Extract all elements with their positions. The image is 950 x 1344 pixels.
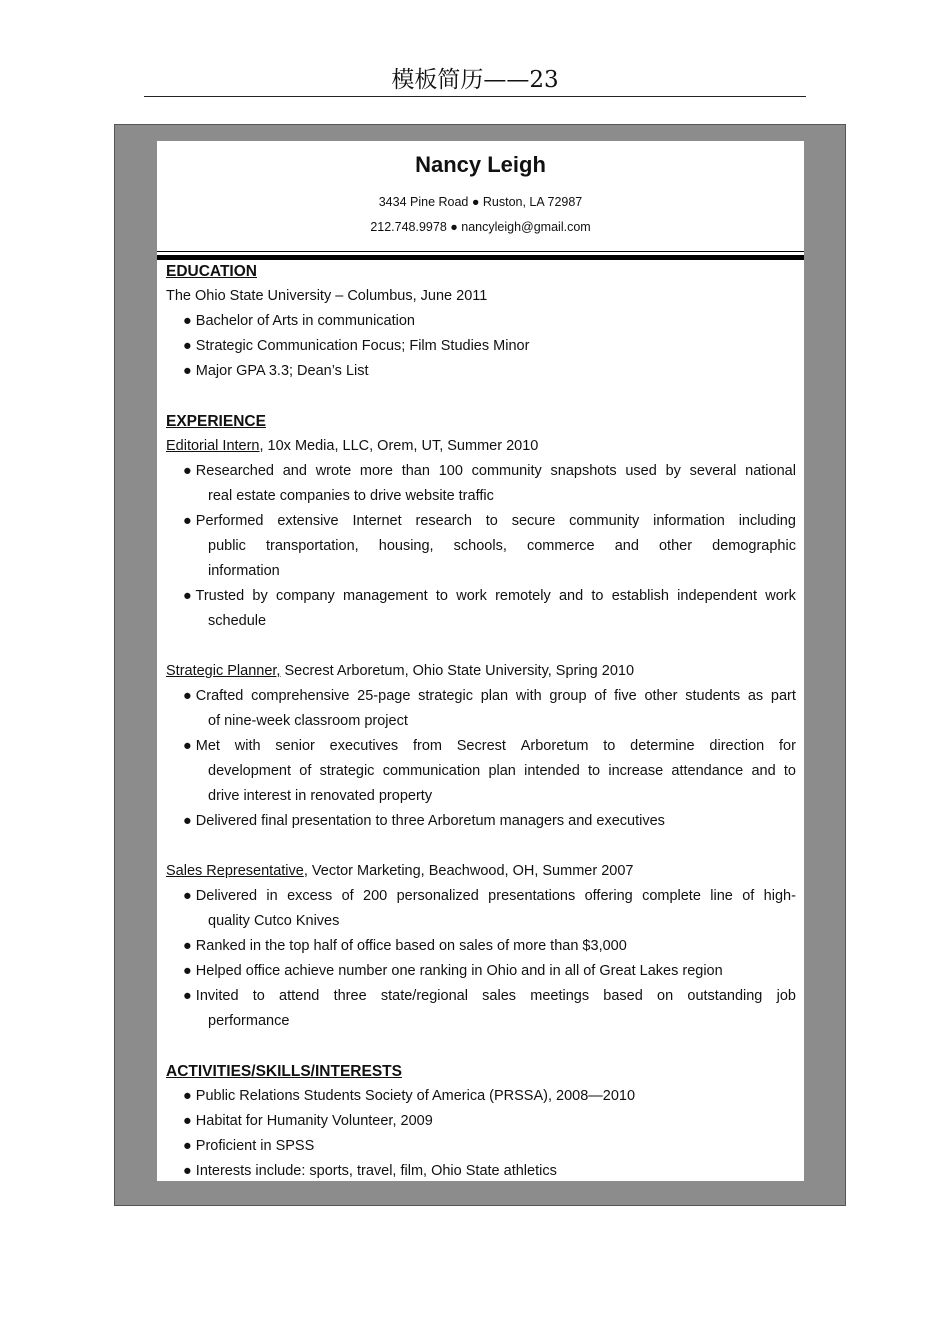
word: increase: [608, 763, 664, 779]
job-title-line: [166, 659, 796, 684]
word: for: [779, 738, 796, 754]
word: independent: [677, 588, 757, 604]
word: public: [208, 538, 246, 554]
word: ● Crafted: [183, 688, 244, 704]
job-bullet-continuation: real estate companies to drive website traffic: [208, 488, 494, 504]
word: plan: [480, 688, 509, 704]
job-details: , Vector Marketing, Beachwood, OH, Summer 2007: [303, 863, 634, 879]
word: three: [333, 988, 367, 1004]
contact-phone-email: 212.748.9978 ● nancyleigh@gmail.com: [370, 220, 591, 234]
word: to: [252, 988, 265, 1004]
word: with: [515, 688, 542, 704]
word: and: [558, 588, 584, 604]
word: of: [299, 763, 312, 779]
job-details: Secrest Arboretum, Ohio State University, Spring 2010: [280, 663, 635, 679]
word: to: [588, 763, 601, 779]
contact-address: 3434 Pine Road ● Ruston, LA 72987: [378, 195, 583, 209]
education-heading: EDUCATION: [166, 263, 257, 280]
job-details: , 10x Media, LLC, Orem, UT, Summer 2010: [259, 438, 539, 454]
word: and: [614, 538, 639, 554]
education-bullet: ● Bachelor of Arts in communication: [183, 313, 415, 329]
word: company: [275, 588, 335, 604]
word: of: [742, 888, 755, 904]
word: wrote: [315, 463, 352, 479]
word: transportation,: [265, 538, 359, 554]
job-title-line: [166, 859, 796, 884]
word: community: [569, 513, 640, 529]
word: ● Delivered: [183, 888, 258, 904]
word: 100: [438, 463, 463, 479]
education-bullet: ● Strategic Communication Focus; Film Studies Minor: [183, 338, 530, 354]
word: more: [359, 463, 393, 479]
word: job: [776, 988, 796, 1004]
job-bullet: [166, 684, 796, 709]
word: extensive: [277, 513, 339, 529]
word: other: [644, 688, 678, 704]
activity-bullet: ● Proficient in SPSS: [183, 1138, 315, 1154]
job-bullet-continuation: of nine-week classroom project: [208, 713, 408, 729]
word: attend: [279, 988, 320, 1004]
word: management: [343, 588, 428, 604]
word: personalized: [396, 888, 479, 904]
resume-body: [166, 259, 796, 1184]
education-bullet: ● Major GPA 3.3; Dean’s List: [183, 363, 369, 379]
word: on: [657, 988, 674, 1004]
word: 200: [363, 888, 388, 904]
word: 25-page: [357, 688, 411, 704]
word: group: [549, 688, 587, 704]
word: ● Invited: [183, 988, 239, 1004]
word: demographic: [712, 538, 796, 554]
word: offering: [584, 888, 633, 904]
word: including: [738, 513, 796, 529]
word: secure: [511, 513, 556, 529]
job-bullet: ● Delivered final presentation to three Arboretum managers and executives: [183, 813, 665, 829]
job-bullet: [166, 509, 796, 534]
word: state/regional: [380, 988, 468, 1004]
word: establish: [611, 588, 669, 604]
word: development: [208, 763, 292, 779]
word: students: [685, 688, 741, 704]
word: by: [252, 588, 268, 604]
word: outstanding: [687, 988, 763, 1004]
word: national: [745, 463, 796, 479]
word: attendance: [671, 763, 744, 779]
word: work: [765, 588, 796, 604]
job-title-line: [166, 434, 796, 459]
word: to: [591, 588, 604, 604]
activity-bullet: ● Habitat for Humanity Volunteer, 2009: [183, 1113, 433, 1129]
document-title: 模板简历——23: [144, 64, 806, 97]
job-bullet-continuation: [166, 534, 796, 559]
word: remotely: [495, 588, 551, 604]
word: to: [603, 738, 616, 754]
word: senior: [275, 738, 315, 754]
word: other: [658, 538, 693, 554]
word: to: [485, 513, 498, 529]
word: ● Trusted: [183, 588, 245, 604]
word: with: [234, 738, 261, 754]
word: five: [614, 688, 637, 704]
word: Secrest: [456, 738, 506, 754]
word: based: [603, 988, 643, 1004]
job-bullet-continuation: performance: [208, 1013, 290, 1029]
word: than: [401, 463, 430, 479]
job-title: Sales Representative: [166, 863, 304, 879]
word: used: [625, 463, 657, 479]
job-bullet-continuation: drive interest in renovated property: [208, 788, 433, 804]
word: of: [341, 888, 354, 904]
word: direction: [709, 738, 765, 754]
word: from: [412, 738, 442, 754]
job-bullet: ● Helped office achieve number one ranking in Ohio and in all of Great Lakes region: [183, 963, 723, 979]
word: schools,: [453, 538, 507, 554]
resume-name: Nancy Leigh: [415, 152, 546, 177]
word: intended: [524, 763, 580, 779]
word: presentations: [488, 888, 576, 904]
word: to: [783, 763, 796, 779]
job-bullet-continuation: information: [208, 563, 280, 579]
word: and: [751, 763, 776, 779]
word: line: [710, 888, 733, 904]
job-bullet: ● Ranked in the top half of office based on sales of more than $3,000: [183, 938, 627, 954]
word: work: [456, 588, 487, 604]
header-divider-thin: [157, 251, 804, 252]
word: by: [665, 463, 681, 479]
word: and: [282, 463, 307, 479]
word: several: [689, 463, 737, 479]
word: part: [770, 688, 796, 704]
word: plan: [488, 763, 516, 779]
word: comprehensive: [251, 688, 350, 704]
job-title: Strategic Planner,: [166, 663, 281, 679]
word: strategic: [418, 688, 473, 704]
activities-heading: ACTIVITIES/SKILLS/INTERESTS: [166, 1063, 402, 1080]
word: sales: [482, 988, 517, 1004]
word: Internet: [352, 513, 402, 529]
word: ● Researched: [183, 463, 274, 479]
word: information: [653, 513, 725, 529]
word: determine: [630, 738, 695, 754]
job-bullet: [166, 459, 796, 484]
word: ● Met: [183, 738, 220, 754]
word: complete: [642, 888, 701, 904]
word: strategic: [319, 763, 375, 779]
word: executives: [329, 738, 399, 754]
job-bullet-continuation: [166, 759, 796, 784]
job-bullet: [166, 884, 796, 909]
activity-bullet: ● Public Relations Students Society of America (PRSSA), 2008—2010: [183, 1088, 636, 1104]
word: ● Performed: [183, 513, 264, 529]
word: high-: [763, 888, 796, 904]
word: housing,: [378, 538, 434, 554]
job-bullet: [166, 734, 796, 759]
job-bullet-continuation: schedule: [208, 613, 267, 629]
word: meetings: [530, 988, 590, 1004]
word: snapshots: [550, 463, 617, 479]
word: as: [747, 688, 764, 704]
word: community: [471, 463, 542, 479]
job-title: Editorial Intern: [166, 438, 260, 454]
job-bullet: [166, 584, 796, 609]
experience-heading: EXPERIENCE: [166, 413, 266, 430]
activity-bullet: ● Interests include: sports, travel, film, Ohio State athletics: [183, 1163, 557, 1179]
job-bullet-continuation: quality Cutco Knives: [208, 913, 340, 929]
word: in: [266, 888, 278, 904]
word: commerce: [526, 538, 595, 554]
word: excess: [287, 888, 333, 904]
word: to: [435, 588, 448, 604]
education-school: The Ohio State University – Columbus, June 2011: [166, 288, 488, 304]
word: Arboretum: [520, 738, 589, 754]
word: of: [594, 688, 607, 704]
word: communication: [382, 763, 481, 779]
word: research: [415, 513, 472, 529]
job-bullet: [166, 984, 796, 1009]
